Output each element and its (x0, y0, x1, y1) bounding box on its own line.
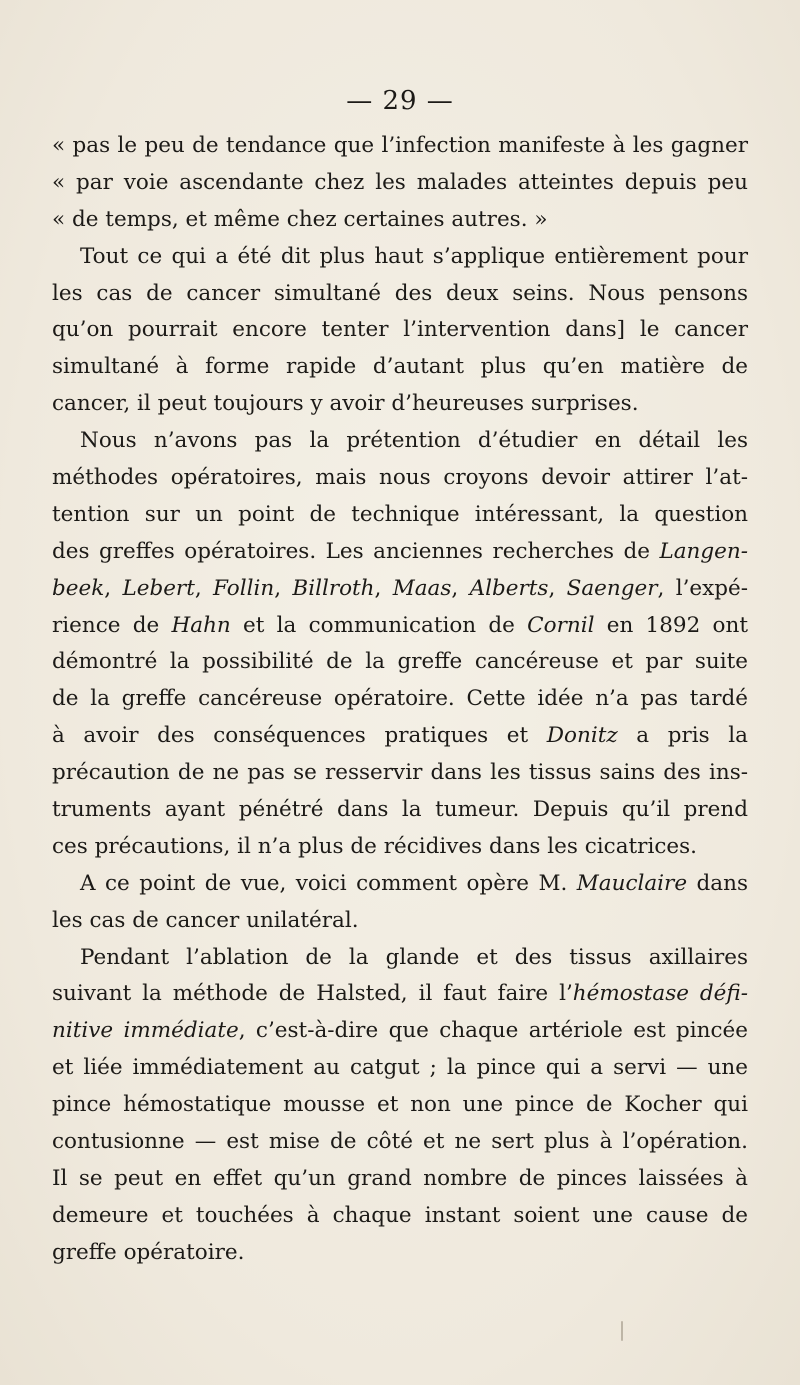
text-line (52, 571, 748, 608)
text-run: ces précautions, il n’a plus de récidives dans les cicatrices. (52, 833, 697, 859)
italic-text: Lebert (122, 575, 195, 601)
text-run: précaution de ne pas se resservir dans les tissus sains des ins- (52, 760, 748, 786)
page-number: — 29 — (346, 86, 454, 116)
text-run: Nous n’avons pas la prétention d’étudier en détail les (80, 428, 748, 454)
text-line (52, 1013, 748, 1050)
text-run: « pas le peu de tendance que l’infection manifeste à les gagner (52, 133, 748, 158)
text-line (52, 940, 748, 977)
text-run: les cas de cancer simultané des deux seins. Nous pensons (52, 280, 748, 306)
italic-text: Follin (213, 575, 275, 601)
paper-speck (621, 1321, 623, 1341)
text-line (52, 423, 748, 460)
body-text (52, 128, 748, 1272)
text-run: et liée immédiatement au catgut ; la pince qui a servi — une (52, 1055, 748, 1081)
italic-text: Donitz (546, 723, 618, 749)
text-line (52, 312, 748, 349)
text-line (52, 534, 748, 571)
text-run: , (104, 575, 123, 601)
text-run: Pendant l’ablation de la glande et des tissus axillaires (80, 944, 748, 970)
text-run: A ce point de vue, voici comment opère M. (80, 870, 577, 896)
text-run: Tout ce qui a été dit plus haut s’applique entièrement pour (80, 243, 748, 269)
italic-text: Saenger (566, 575, 658, 601)
italic-text: Cornil (527, 612, 595, 638)
text-run: , l’expé- (657, 575, 749, 601)
text-run: dans (687, 870, 748, 896)
text-run: « de temps, et même chez certaines autres. » (52, 206, 548, 232)
text-run: , c’est-à-dire que chaque artériole est pincée (238, 1018, 748, 1044)
text-line (52, 497, 748, 534)
italic-text: Maas (392, 575, 452, 601)
italic-text: Billroth (292, 575, 375, 601)
text-run: tention sur un point de technique intéressant, la question (52, 501, 748, 527)
text-run: , (374, 575, 393, 601)
italic-text: Langen- (659, 538, 748, 564)
text-line (52, 792, 748, 829)
italic-text: hémostase défi- (572, 981, 748, 1007)
text-line (52, 202, 748, 239)
text-line (52, 829, 748, 866)
text-line (52, 349, 748, 386)
text-run: greffe opératoire. (52, 1239, 245, 1265)
text-run: des greffes opératoires. Les anciennes recherches de (52, 538, 660, 564)
italic-text: Alberts (469, 575, 549, 601)
text-line (52, 1050, 748, 1087)
text-line (52, 608, 748, 645)
text-line (52, 718, 748, 755)
text-run: contusionne — est mise de côté et ne sert plus à l’opération. (52, 1129, 748, 1155)
text-run: à avoir des conséquences pratiques et (52, 723, 547, 749)
text-run: , (274, 575, 293, 601)
text-run: qu’on pourrait encore tenter l’intervention dans] le cancer (52, 317, 748, 343)
text-run: « par voie ascendante chez les malades atteintes depuis peu (52, 169, 748, 195)
text-run: pince hémostatique mousse et non une pince de Kocher qui (52, 1092, 748, 1118)
text-line (52, 276, 748, 313)
text-run: a pris la (617, 723, 748, 749)
text-run: les cas de cancer unilatéral. (52, 907, 359, 933)
text-line (52, 386, 748, 423)
text-line (52, 976, 748, 1013)
text-line (52, 128, 748, 165)
text-run: cancer, il peut toujours y avoir d’heureuses surprises. (52, 391, 639, 417)
text-line (52, 1087, 748, 1124)
text-run: et la communication de (230, 612, 528, 638)
text-run: truments ayant pénétré dans la tumeur. Depuis qu’il prend (52, 797, 748, 823)
text-line (52, 239, 748, 276)
text-line (52, 1198, 748, 1235)
text-run: , (451, 575, 470, 601)
text-run: simultané à forme rapide d’autant plus qu’en matière de (52, 354, 748, 380)
text-line (52, 165, 748, 202)
text-run: rience de (52, 612, 172, 638)
text-line (52, 1161, 748, 1198)
text-run: suivant la méthode de Halsted, il faut faire l’ (52, 981, 573, 1007)
text-run: en 1892 ont (594, 612, 748, 638)
text-line (52, 681, 748, 718)
italic-text: Mauclaire (576, 870, 688, 896)
italic-text: beek (52, 575, 105, 601)
text-run: démontré la possibilité de la greffe cancéreuse et par suite (52, 649, 748, 675)
text-line (52, 644, 748, 681)
italic-text: nitive immédiate (52, 1018, 239, 1044)
text-run: Il se peut en effet qu’un grand nombre de pinces laissées à (52, 1165, 748, 1191)
text-line (52, 866, 748, 903)
text-run: , (194, 575, 214, 601)
text-run: méthodes opératoires, mais nous croyons devoir attirer l’at- (52, 465, 748, 491)
text-run: , (548, 575, 567, 601)
italic-text: Hahn (171, 612, 231, 638)
text-line (52, 903, 748, 940)
text-run: de la greffe cancéreuse opératoire. Cette idée n’a pas tardé (52, 686, 748, 712)
text-run: demeure et touchées à chaque instant soient une cause de (52, 1202, 748, 1228)
text-line (52, 1235, 748, 1272)
text-line (52, 460, 748, 497)
text-line (52, 1124, 748, 1161)
text-line (52, 755, 748, 792)
